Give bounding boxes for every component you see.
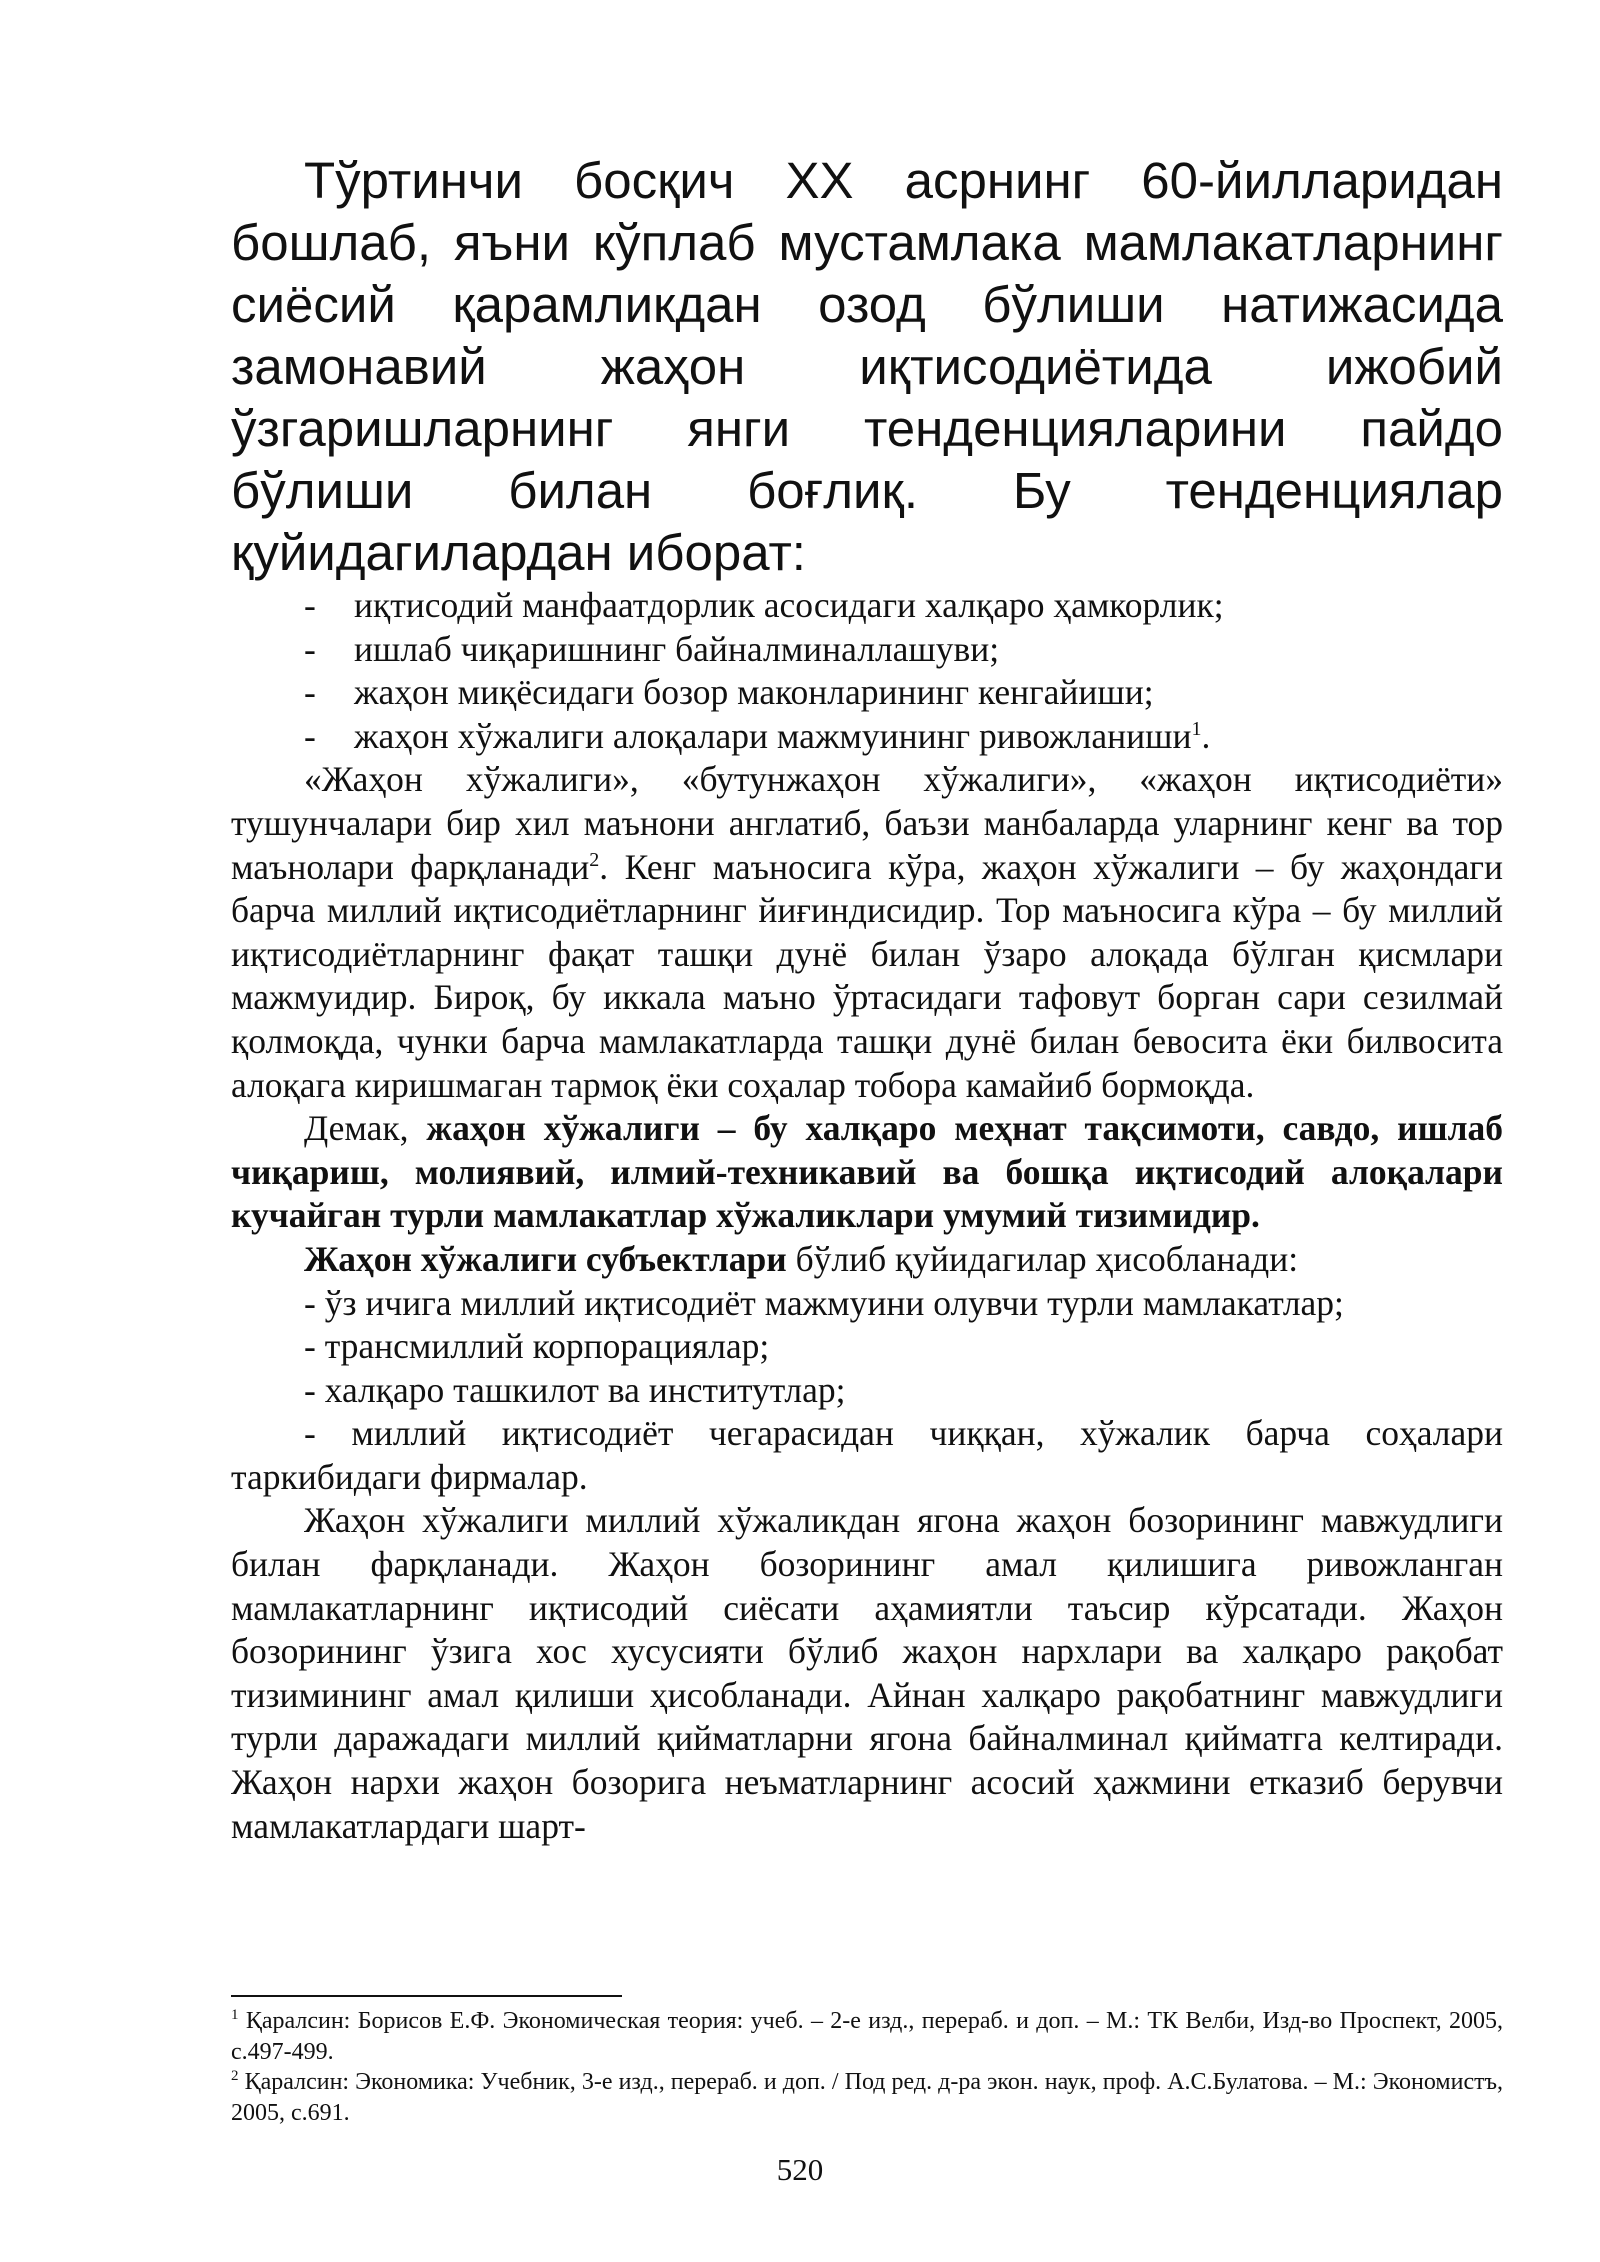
footnote-number: 1 [231,2007,239,2023]
paragraph-world-market: Жаҳон хўжалиги миллий хўжаликдан ягона жаҳон бозорининг мавжудлиги билан фарқланади. Жаҳон бозорининг амал қилишига ривожланган мамлакатларнинг иқтисодий сиёсати аҳамиятли таъсир кўрсатади. Жаҳон бозорининг ўзига хос хусусияти бўлиб жаҳон нархлари ва халқаро рақобат тизимининг амал қилиши ҳисобланади. Айнан халқаро рақобатнинг мавжудлиги турли даражадаги миллий қийматларни ягона байналминал қийматга келтиради. Жаҳон нархи жаҳон бозорига неъматларнинг асосий ҳажмини етказиб берувчи мамлакатлардаги шарт- [231,1500,1503,1846]
list-dash: - [304,672,316,713]
paragraph-definition-terms [231,758,1503,1107]
list-item [231,671,1503,715]
page-content [231,150,1503,1848]
list-item [231,628,1503,672]
page-number: 520 [776,2152,824,2187]
paragraph-text: «Жаҳон хўжалиги», «бутунжаҳон хўжалиги», «жаҳон иқтисодиёти» тушунчалари бир хил маънони англатиб, баъзи манбаларда уларнинг кенг ва тор маънолари фарқланади [231,759,1503,887]
footnote-2 [231,2067,1503,2128]
list-item-text: ишлаб чиқаришнинг байналминаллашуви; [354,628,1000,669]
body-text [231,584,1503,1848]
footnote-divider [231,1995,622,1997]
paragraph-subjects-intro [231,1238,1503,1282]
list-item-text: жаҳон миқёсидаги бозор маконларининг кенгайиши; [354,672,1154,713]
list-item [231,584,1503,628]
list-item-end: . [1201,715,1211,756]
subjects-heading-bold: Жаҳон хўжалиги субъектлари [304,1238,787,1279]
footnote-ref-2[interactable]: 2 [589,848,600,871]
footnote-1 [231,2006,1503,2067]
footnote-ref-1[interactable]: 1 [1191,717,1202,740]
footnote-number: 2 [231,2068,239,2084]
paragraph-definition [231,1107,1503,1238]
list-dash: - [304,715,316,756]
footnote-text: Қаралсин: Экономика: Учебник, 3-е изд., перераб. и доп. / Под ред. д-ра экон. наук, проф. А.С.Булатова. – М.: Экономистъ, 2005, с.691. [231,2069,1503,2126]
list-item-text: иқтисодий манфаатдорлик асосидаги халқаро ҳамкорлик; [354,585,1224,625]
lead-paragraph: Тўртинчи босқич XX асрнинг 60-йилларидан бошлаб, яъни кўплаб мустамлака мамлакатларнинг сиёсий қарамликдан озод бўлиши натижасида замонавий жаҳон иқтисодиётида ижобий ўзгаришларнинг янги тенденцияларини пайдо бўлиши билан боғлиқ. Бу тенденциялар қуйидагилардан иборат: [231,152,1503,581]
list-item-text [354,715,1503,759]
subject-item: - миллий иқтисодиёт чегарасидан чиққан, хўжалик барча соҳалари таркибидаги фирмалар. [231,1413,1503,1497]
paragraph-text-cont: . Кенг маъносига кўра, жаҳон хўжалиги – бу жаҳондаги барча миллий иқтисодиётларнинг йиғиндисидир. Тор маъносига кўра – бу миллий иқтисодиётларнинг фақат ташқи дунё билан ўзаро алоқада бўлган қисмлари мажмуидир. Бироқ, бу иккала маъно ўртасидаги тафовут борган сари сезилмай қолмоқда, чунки барча мамлакатларда ташқи дунё билан бевосита ёки билвосита алоқага киришмаган тармоқ ёки соҳалар тобора камайиб бормоқда. [231,846,1503,1105]
list-item-text-main: жаҳон хўжалиги алоқалари мажмуининг ривожланиши [354,715,1192,756]
list-dash: - [304,628,316,669]
footnote-text: Қаралсин: Борисов Е.Ф. Экономическая теория: учеб. – 2-е изд., перераб. и доп. – М.: ТК Велби, Изд-во Проспект, 2005, с.497-499. [231,2008,1503,2065]
paragraph-lead: Демак, [304,1108,427,1149]
footnotes [231,2006,1503,2128]
subject-item: - ўз ичига миллий иқтисодиёт мажмуини олувчи турли мамлакатлар; [304,1282,1344,1323]
subjects-intro-text: бўлиб қуйидагилар ҳисобланади: [786,1238,1299,1279]
subject-item: - трансмиллий корпорациялар; [304,1326,770,1367]
list-dash: - [304,585,316,625]
list-item [231,715,1503,759]
definition-bold: жаҳон хўжалиги – бу халқаро меҳнат тақсимоти, савдо, ишлаб чиқариш, молиявий, илмий-техникавий ва бошқа иқтисодий алоқалари кучайган турли мамлакатлар хўжаликлари умумий тизимидир. [231,1108,1503,1236]
subject-item: - халқаро ташкилот ва институтлар; [304,1369,846,1410]
